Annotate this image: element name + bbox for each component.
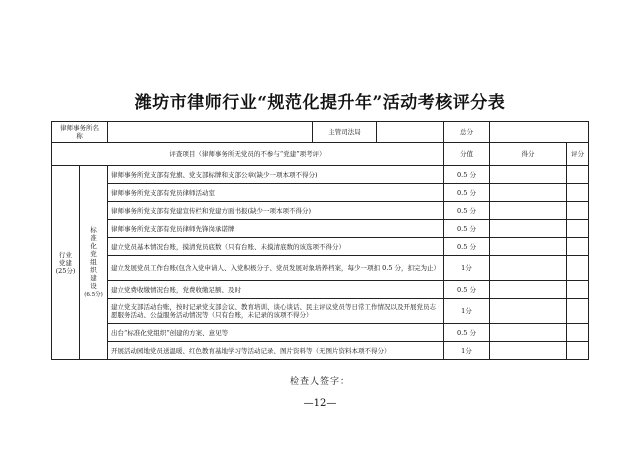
table-row [52, 342, 589, 360]
review-cell[interactable] [567, 281, 589, 299]
table-row [52, 256, 589, 281]
item-points: 1分 [444, 299, 490, 324]
review-cell[interactable] [567, 238, 589, 256]
header-row [52, 122, 589, 143]
review-cell[interactable] [567, 324, 589, 342]
firm-name-field[interactable] [108, 122, 313, 143]
item-column-header: 评查项目（律师事务所无党员的不参与“党建”项考评） [52, 143, 444, 166]
score-cell[interactable] [490, 238, 567, 256]
table-row [52, 281, 589, 299]
item-text: 建立发展党员工作台账(包含入党申请人、入党积极分子、党员发展对象培养档案，每少一项扣 0.5 分，扣完为止） [108, 256, 444, 281]
item-text: 开展活动园地党员送温暖、红色教育基地学习等活动记录、图片资料等（无图片资料本项不得分） [108, 342, 444, 360]
table-row [52, 202, 589, 220]
item-text: 建立党员基本情况台账，摸清党员底数（只有台账、未摸清底数的该选项不得分） [108, 238, 444, 256]
item-points: 0.5 分 [444, 324, 490, 342]
score-column-header: 得分 [490, 143, 567, 166]
points-column-header: 分值 [444, 143, 490, 166]
score-cell[interactable] [490, 281, 567, 299]
table-row [52, 184, 589, 202]
item-text: 出台“标准化党组织”创建的方案、意见等 [108, 324, 444, 342]
table-row [52, 166, 589, 184]
director-label: 主管司法局 [313, 122, 377, 143]
score-cell[interactable] [490, 166, 567, 184]
table-row [52, 238, 589, 256]
item-text: 律师事务所党支部有党建宣传栏和党建方面书报(缺少一项本项不得分) [108, 202, 444, 220]
item-text: 建立党支部活动台账，按时记录党支部会议、教育培训、谈心谈话、民主评议党员等日常工作情况以及开展党员志愿服务活动、公益服务活动情况等（只有台账，未记录的该项不得分） [108, 299, 444, 324]
item-points: 0.5 分 [444, 238, 490, 256]
total-label: 总分 [444, 122, 490, 143]
item-points: 0.5 分 [444, 220, 490, 238]
table-row [52, 299, 589, 324]
review-column-header: 评分 [567, 143, 589, 166]
score-cell[interactable] [490, 202, 567, 220]
item-points: 1分 [444, 342, 490, 360]
score-table [51, 121, 589, 360]
page-title: 潍坊市律师行业“规范化提升年”活动考核评分表 [134, 93, 506, 113]
category-main [52, 166, 80, 360]
score-cell[interactable] [490, 342, 567, 360]
category-sub-label: 标准化党组织建设 [90, 226, 97, 290]
table-row [52, 324, 589, 342]
item-points: 0.5 分 [444, 166, 490, 184]
column-header-row [52, 143, 589, 166]
category-sub-points: (6.5分) [84, 292, 103, 298]
review-cell[interactable] [567, 342, 589, 360]
director-field[interactable] [377, 122, 444, 143]
firm-label: 律师事务所名 称 [52, 122, 108, 143]
review-cell[interactable] [567, 202, 589, 220]
review-cell[interactable] [567, 256, 589, 281]
review-cell[interactable] [567, 166, 589, 184]
score-cell[interactable] [490, 299, 567, 324]
review-cell[interactable] [567, 184, 589, 202]
page-number: —12— [303, 398, 337, 409]
total-score-field[interactable] [490, 122, 589, 143]
item-text: 律师事务所党支部有党员律师活动室 [108, 184, 444, 202]
category-main-label: 行业党建 [59, 250, 72, 267]
inspector-signature-label: 检查人签字： [289, 377, 350, 387]
category-sub [80, 166, 108, 360]
category-main-points: (25分) [55, 266, 76, 275]
item-points: 0.5 分 [444, 202, 490, 220]
score-cell[interactable] [490, 324, 567, 342]
score-cell[interactable] [490, 220, 567, 238]
item-points: 0.5 分 [444, 184, 490, 202]
item-points: 0.5 分 [444, 281, 490, 299]
score-cell[interactable] [490, 256, 567, 281]
item-text: 建立党费收缴情况台账，党费收缴足额、及时 [108, 281, 444, 299]
item-points: 1分 [444, 256, 490, 281]
item-text: 律师事务所党支部有党员律师先锋岗承诺牌 [108, 220, 444, 238]
review-cell[interactable] [567, 299, 589, 324]
review-cell[interactable] [567, 220, 589, 238]
item-text: 律师事务所党支部有党旗、党支部标牌和支部公章(缺少一项本项不得分) [108, 166, 444, 184]
table-row [52, 220, 589, 238]
score-cell[interactable] [490, 184, 567, 202]
